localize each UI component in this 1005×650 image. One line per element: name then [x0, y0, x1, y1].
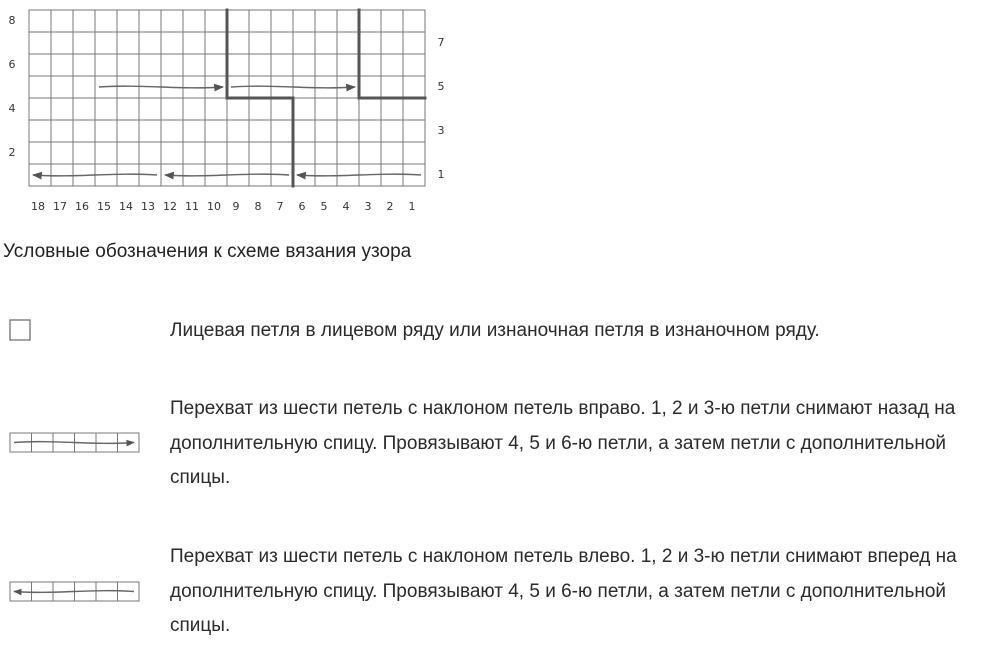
knitting-chart-svg: [0, 0, 450, 225]
column-label: 10: [207, 200, 221, 213]
chart-cell: [403, 142, 425, 164]
chart-cell: [161, 142, 183, 164]
chart-cell: [227, 120, 249, 142]
chart-cell: [117, 120, 139, 142]
chart-cell: [337, 142, 359, 164]
chart-cell: [205, 98, 227, 120]
blank-cell-icon: [9, 319, 31, 341]
chart-cell: [51, 10, 73, 32]
chart-cell: [381, 76, 403, 98]
column-label: 8: [254, 200, 262, 213]
row-label: 2: [8, 146, 16, 159]
legend-item-cable-left: [0, 540, 1005, 650]
chart-cell: [183, 32, 205, 54]
chart-cell: [315, 142, 337, 164]
chart-cell: [161, 120, 183, 142]
chart-cell: [293, 10, 315, 32]
chart-cell: [403, 98, 425, 120]
chart-cell: [95, 32, 117, 54]
chart-cell: [249, 32, 271, 54]
column-label: 12: [163, 200, 177, 213]
column-label: 15: [97, 200, 111, 213]
chart-cell: [359, 120, 381, 142]
column-label: 13: [141, 200, 155, 213]
chart-cell: [29, 32, 51, 54]
chart-cell: [117, 54, 139, 76]
chart-cell: [359, 142, 381, 164]
chart-cell: [95, 54, 117, 76]
chart-cell: [51, 76, 73, 98]
chart-cell: [139, 120, 161, 142]
chart-cell: [403, 120, 425, 142]
chart-cell: [183, 10, 205, 32]
row-label: 1: [437, 168, 445, 181]
chart-cell: [29, 120, 51, 142]
column-label: 1: [408, 200, 416, 213]
legend-title: Условные обозначения к схеме вязания узора: [3, 241, 412, 262]
chart-cell: [139, 142, 161, 164]
legend-item-blank: [0, 310, 1005, 350]
column-label: 5: [320, 200, 328, 213]
cable-left-6-icon: [9, 580, 141, 604]
chart-cell: [117, 142, 139, 164]
chart-cell: [29, 10, 51, 32]
chart-cell: [403, 10, 425, 32]
chart-cell: [315, 98, 337, 120]
chart-cell: [381, 98, 403, 120]
chart-cell: [293, 142, 315, 164]
chart-cell: [29, 76, 51, 98]
column-label: 3: [364, 200, 372, 213]
chart-cell: [271, 120, 293, 142]
chart-cell: [73, 142, 95, 164]
row-label: 8: [8, 14, 16, 27]
chart-cell: [95, 120, 117, 142]
chart-cell: [139, 98, 161, 120]
chart-cell: [205, 54, 227, 76]
chart-cell: [183, 120, 205, 142]
chart-cell: [205, 10, 227, 32]
column-label: 18: [31, 200, 45, 213]
legend-text-cable-left: Перехват из шести петель с наклоном петель влево. 1, 2 и 3-ю петли снимают вперед на дополнительную спицу. Провязывают 4, 5 и 6-ю петли, а затем петли с дополнительной спицы.: [170, 546, 957, 636]
chart-cell: [29, 142, 51, 164]
chart-cell: [271, 142, 293, 164]
chart-cell: [359, 98, 381, 120]
chart-cell: [227, 98, 249, 120]
row-labels-right: [438, 36, 445, 181]
chart-cell: [249, 120, 271, 142]
chart-cell: [359, 10, 381, 32]
chart-cell: [73, 76, 95, 98]
chart-cell: [51, 54, 73, 76]
chart-cell: [315, 10, 337, 32]
chart-cell: [227, 54, 249, 76]
chart-cell: [73, 120, 95, 142]
chart-cell: [117, 32, 139, 54]
chart-cell: [51, 32, 73, 54]
chart-cell: [293, 120, 315, 142]
chart-cell: [337, 98, 359, 120]
chart-cell: [293, 98, 315, 120]
row-labels-left: [9, 14, 16, 159]
chart-cell: [359, 76, 381, 98]
chart-cell: [315, 32, 337, 54]
chart-cell: [139, 10, 161, 32]
legend-text-blank: Лицевая петля в лицевом ряду или изнаночная петля в изнаночном ряду.: [170, 320, 820, 341]
chart-cell: [293, 32, 315, 54]
row-label: 5: [437, 80, 445, 93]
chart-cell: [381, 54, 403, 76]
chart-cell: [271, 54, 293, 76]
chart-cell: [161, 98, 183, 120]
column-label: 16: [75, 200, 89, 213]
chart-cell: [183, 98, 205, 120]
column-label: 17: [53, 200, 67, 213]
chart-cell: [359, 54, 381, 76]
chart-cell: [381, 32, 403, 54]
chart-cell: [117, 98, 139, 120]
chart-cell: [381, 142, 403, 164]
chart-cell: [403, 76, 425, 98]
chart-cell: [95, 10, 117, 32]
chart-cell: [271, 98, 293, 120]
chart-cell: [315, 120, 337, 142]
chart-cell: [205, 142, 227, 164]
chart-cell: [249, 142, 271, 164]
chart-cell: [73, 10, 95, 32]
row-label: 3: [437, 124, 445, 137]
chart-cell: [95, 98, 117, 120]
chart-cell: [337, 54, 359, 76]
chart-cell: [337, 120, 359, 142]
column-label: 9: [232, 200, 240, 213]
chart-cell: [293, 54, 315, 76]
column-label: 6: [298, 200, 306, 213]
chart-cell: [403, 54, 425, 76]
chart-cell: [403, 32, 425, 54]
chart-cell: [205, 120, 227, 142]
knitting-chart: [0, 0, 450, 225]
chart-cell: [271, 10, 293, 32]
column-label: 14: [119, 200, 133, 213]
column-label: 11: [185, 200, 199, 213]
chart-cell: [381, 10, 403, 32]
legend-item-cable-right: [0, 392, 1005, 502]
chart-cell: [73, 98, 95, 120]
chart-cell: [29, 98, 51, 120]
chart-cell: [95, 142, 117, 164]
chart-cell: [161, 32, 183, 54]
chart-cell: [161, 54, 183, 76]
chart-cell: [337, 10, 359, 32]
chart-cell: [249, 10, 271, 32]
chart-cell: [183, 142, 205, 164]
legend-text-cable-right: Перехват из шести петель с наклоном петель вправо. 1, 2 и 3-ю петли снимают назад на дополнительную спицу. Провязывают 4, 5 и 6-ю петли, а затем петли с дополнительной спицы.: [170, 398, 956, 488]
chart-cell: [161, 10, 183, 32]
chart-cell: [337, 32, 359, 54]
chart-cell: [51, 120, 73, 142]
chart-cell: [249, 98, 271, 120]
row-label: 7: [437, 36, 445, 49]
chart-cell: [139, 32, 161, 54]
chart-cell: [73, 54, 95, 76]
row-label: 4: [8, 102, 16, 115]
chart-cell: [227, 10, 249, 32]
chart-cell: [183, 54, 205, 76]
chart-cell: [51, 142, 73, 164]
chart-cell: [205, 32, 227, 54]
column-labels: [31, 200, 416, 213]
chart-cell: [29, 54, 51, 76]
chart-cell: [359, 32, 381, 54]
chart-cell: [381, 120, 403, 142]
chart-cell: [117, 10, 139, 32]
column-label: 4: [342, 200, 350, 213]
row-label: 6: [8, 58, 16, 71]
cable-right-6-icon: [9, 431, 141, 455]
chart-cell: [51, 98, 73, 120]
chart-cell: [271, 32, 293, 54]
chart-cell: [227, 142, 249, 164]
chart-cell: [227, 32, 249, 54]
column-label: 2: [386, 200, 394, 213]
chart-cell: [73, 32, 95, 54]
chart-cell: [315, 54, 337, 76]
chart-cell: [139, 54, 161, 76]
column-label: 7: [276, 200, 284, 213]
chart-cell: [249, 54, 271, 76]
